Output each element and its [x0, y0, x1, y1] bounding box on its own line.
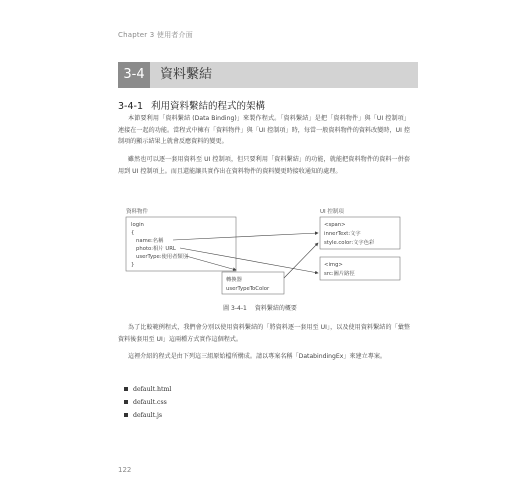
code-line: {	[131, 230, 135, 236]
subsection-heading	[118, 98, 265, 112]
code-line: userType:使用者類別	[136, 254, 188, 260]
bullet-icon	[124, 387, 128, 391]
converter-line: userTypeToColor	[226, 286, 270, 292]
list-item	[124, 396, 171, 409]
ui-control-label: UI 控制項	[320, 209, 344, 215]
img-line: src:圖片路徑	[324, 271, 355, 277]
span-line: <span>	[324, 222, 346, 228]
span-line: style.color:文字色彩	[324, 240, 375, 246]
file-name: default.html	[133, 386, 172, 393]
subsection-number: 3-4-1	[118, 101, 143, 112]
bullet-icon	[124, 400, 128, 404]
figure-caption-text: 資料繫結的概要	[254, 305, 297, 312]
file-list	[124, 383, 171, 422]
list-item	[124, 383, 171, 396]
img-line: <img>	[324, 262, 343, 268]
paragraph-binding: 雖然也可以逐一套用資料至 UI 控制項，但只要利用「資料繫結」的功能，就能把資料物件的資料一併套用到 UI 控制項上。而且還能讓具實作出在資料物件的資料變更時接收通知的處理。	[118, 156, 410, 175]
converter-line: 轉換器	[226, 277, 242, 283]
paragraph-intro: 本節要利用「資料繫結 (Data Binding)」來製作程式。「資料繫結」是把「資料物件」與「UI 控制項」連接在一起的功能。當程式中擁有「資料物件」與「UI 控制項」時，每當一般資料物件的資料改變時，UI 控制項的顯示結果上就會反應資料的變更。	[118, 115, 410, 145]
file-name: default.js	[133, 412, 163, 419]
figure-number: 圖 3-4-1	[223, 305, 247, 312]
span-line: innerText:文字	[324, 231, 361, 237]
file-name: default.css	[133, 399, 167, 406]
section-title: 資料繫結	[160, 67, 213, 82]
data-object-label: 資料物件	[126, 209, 149, 215]
bullet-icon	[124, 413, 128, 417]
binding-arrow-converter	[284, 243, 318, 278]
paragraph-project: 這裡介紹的程式是由下列這三組原始檔所構成。請以專案名稱「DatabindingEx」來建立專案。	[128, 353, 387, 360]
code-line: }	[131, 262, 135, 268]
code-line: photo:相片 URL	[136, 246, 176, 252]
list-item	[124, 409, 171, 422]
section-banner	[118, 62, 418, 88]
running-head: Chapter 3 使用者介面	[118, 31, 193, 39]
section-number: 3-4	[118, 62, 150, 88]
subsection-title: 利用資料繫結的程式的架構	[151, 101, 266, 112]
code-line: login	[131, 222, 144, 228]
figure-caption	[0, 303, 520, 312]
code-line: name:名稱	[136, 238, 164, 244]
page-number: 122	[118, 466, 132, 474]
paragraph-compare: 為了比較範例程式，我們會分別以使用資料繫結的「將資料逐一套用至 UI」，以及使用資料繫結的「彙整資料後套用至 UI」這兩種方式實作這個程式。	[118, 324, 410, 343]
data-binding-diagram	[118, 206, 408, 298]
